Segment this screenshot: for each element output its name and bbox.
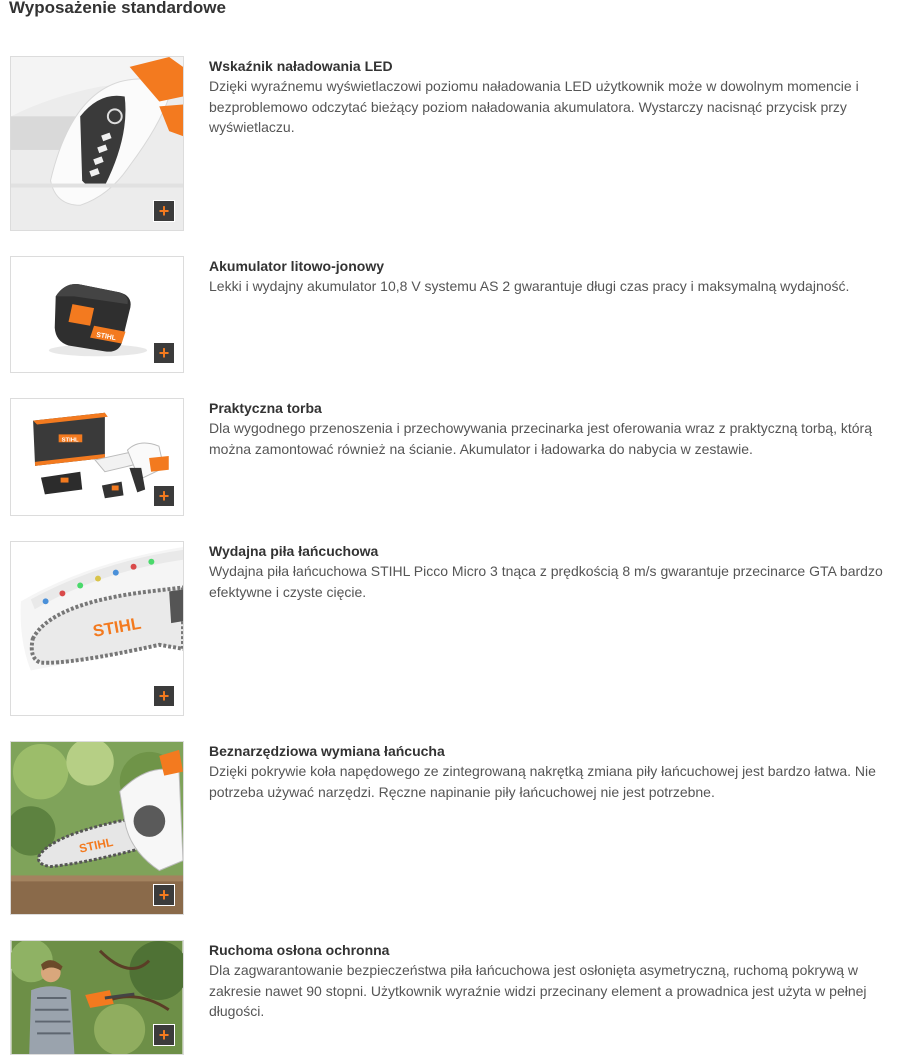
feature-image-bag[interactable] xyxy=(10,398,184,516)
feature-image-led-indicator[interactable] xyxy=(10,56,184,231)
feature-heading: Praktyczna torba xyxy=(209,400,322,416)
svg-text:STIHL: STIHL xyxy=(77,834,115,856)
feature-description: Dzięki pokrywie koła napędowego ze zintegrowaną nakrętką zmiana piły łańcuchowej jest bardzo łatwa. Nie potrzeba używać narzędzi. Ręczne napinanie piły łańcuchowej nie jest potrzebne. xyxy=(209,763,876,800)
feature-heading: Wskaźnik naładowania LED xyxy=(209,58,393,74)
feature-description: Wydajna piła łańcuchowa STIHL Picco Micro 3 tnąca z prędkością 8 m/s gwarantuje przecinarce GTA bardzo efektywne i czyste cięcie. xyxy=(209,563,883,600)
zoom-plus-icon[interactable]: + xyxy=(153,884,175,906)
zoom-plus-icon[interactable]: + xyxy=(153,485,175,507)
svg-text:STIHL: STIHL xyxy=(61,437,79,444)
svg-text:STIHL: STIHL xyxy=(95,331,117,343)
zoom-plus-icon[interactable]: + xyxy=(153,685,175,707)
zoom-plus-icon[interactable]: + xyxy=(153,342,175,364)
svg-text:STIHL: STIHL xyxy=(91,613,143,641)
feature-description: Dzięki wyraźnemu wyświetlaczowi poziomu naładowania LED użytkownik może w dowolnym momencie i bezproblemowo odczytać bieżący poziom naładowania akumulatora. Wystarczy nacisnąć przycisk przy wyświetlaczu. xyxy=(209,78,859,135)
feature-description: Dla wygodnego przenoszenia i przechowywania przecinarka jest oferowania wraz z praktyczną torbą, którą można zamontować również na ścianie. Akumulator i ładowarka do nabycia w zestawie. xyxy=(209,420,872,457)
feature-image-battery[interactable] xyxy=(10,256,184,373)
feature-image-chain-saw[interactable] xyxy=(10,541,184,716)
feature-heading: Beznarzędziowa wymiana łańcucha xyxy=(209,743,445,759)
feature-image-chain-replacement[interactable] xyxy=(10,741,184,915)
feature-image-guard[interactable] xyxy=(10,940,184,1055)
feature-heading: Akumulator litowo-jonowy xyxy=(209,258,384,274)
feature-description: Dla zagwarantowanie bezpieczeństwa piła łańcuchowa jest osłonięta asymetryczną, ruchomą pokrywą w zakresie nawet 90 stopni. Użytkownik wyraźnie widzi przecinany element a prowadnica jest użyta w pełnej długości. xyxy=(209,962,867,1019)
zoom-plus-icon[interactable]: + xyxy=(153,1024,175,1046)
zoom-plus-icon[interactable]: + xyxy=(153,200,175,222)
feature-heading: Ruchoma osłona ochronna xyxy=(209,942,390,958)
feature-description: Lekki i wydajny akumulator 10,8 V systemu AS 2 gwarantuje długi czas pracy i maksymalną wydajność. xyxy=(209,278,850,294)
section-title: Wyposażenie standardowe xyxy=(9,0,226,17)
feature-heading: Wydajna piła łańcuchowa xyxy=(209,543,379,559)
